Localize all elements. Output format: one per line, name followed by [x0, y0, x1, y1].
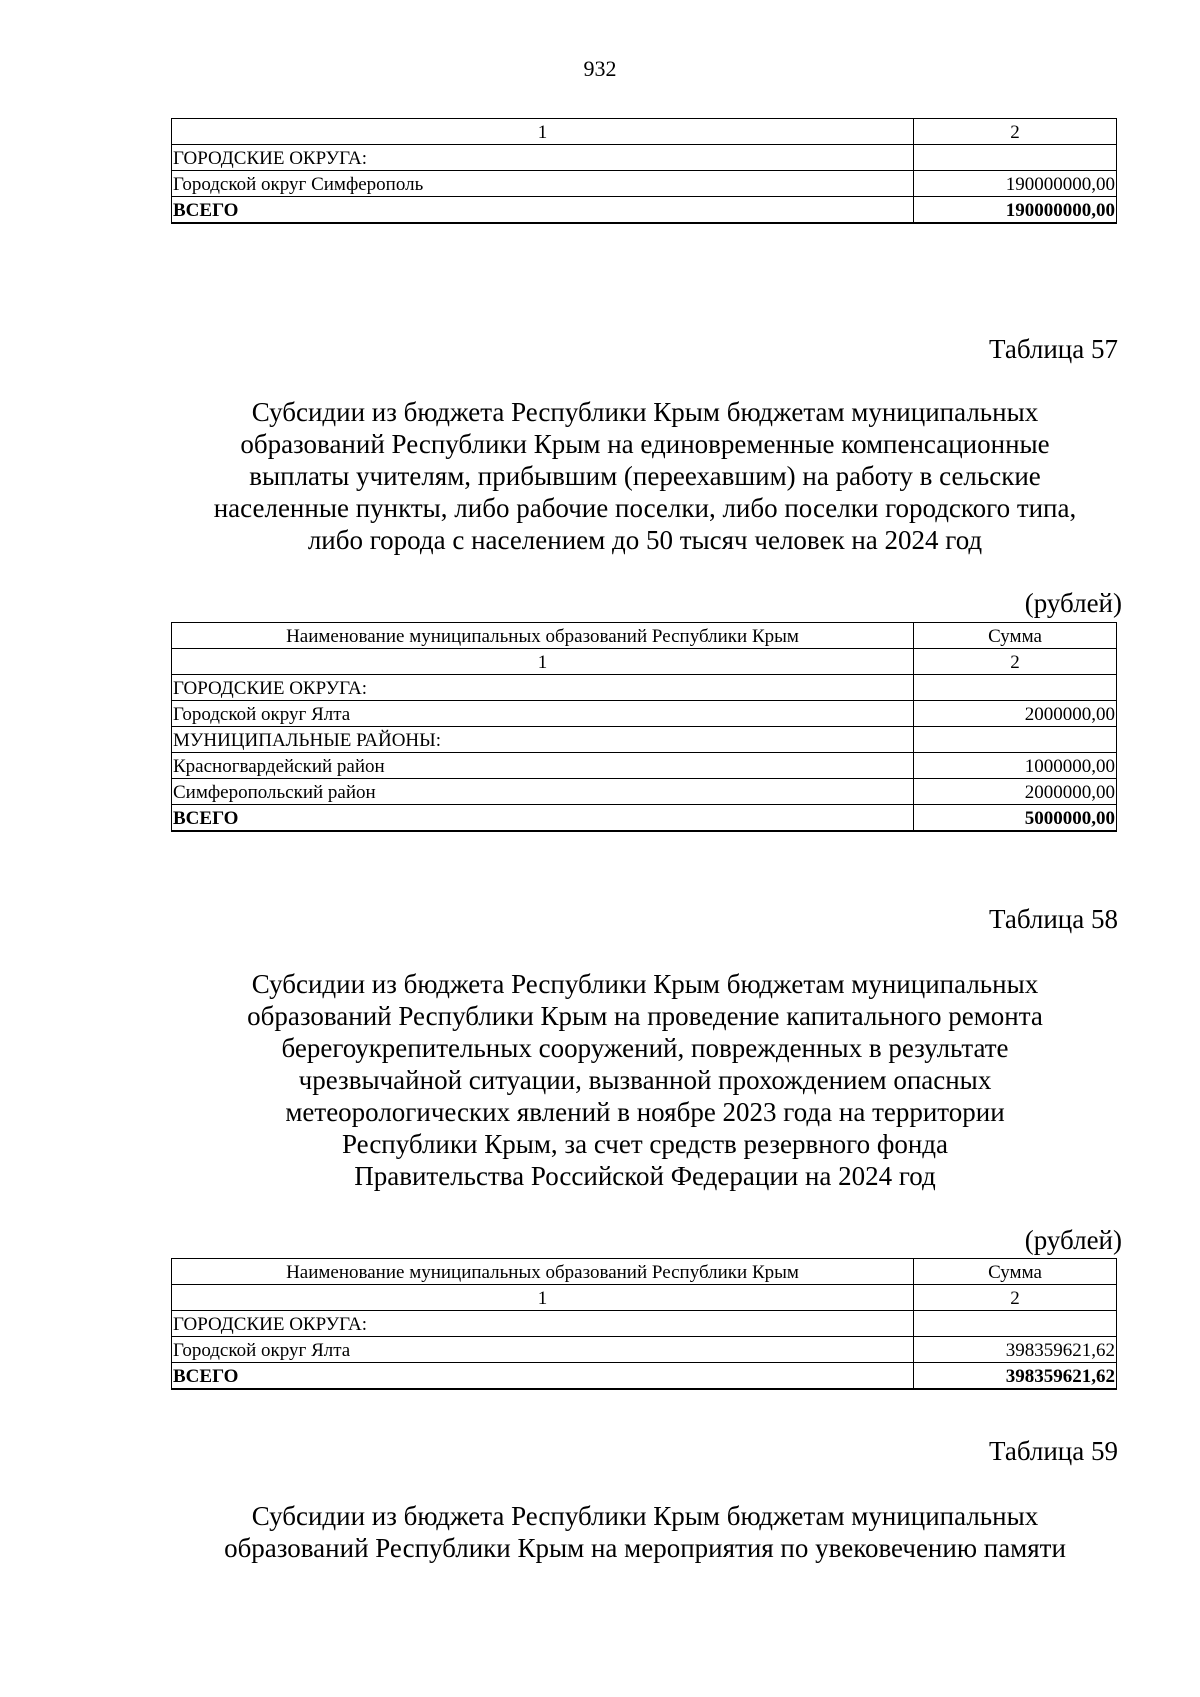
municipality-name: ГОРОДСКИЕ ОКРУГА:: [172, 1311, 914, 1337]
municipality-name: Городской округ Симферополь: [172, 171, 914, 197]
amount: 398359621,62: [914, 1337, 1117, 1363]
table-58-title: [150, 968, 1140, 1192]
table-row: [172, 701, 1117, 727]
amount: 2000000,00: [914, 779, 1117, 805]
table-59-title: [150, 1500, 1140, 1564]
title-line: образований Республики Крым на единовременные компенсационные: [240, 429, 1050, 459]
table-header-numbers: [172, 649, 1117, 675]
title-line: образований Республики Крым на проведение капитального ремонта: [247, 1001, 1043, 1031]
total-row: [172, 805, 1117, 832]
table-58-unit: (рублей): [1024, 1225, 1122, 1255]
amount: [914, 1311, 1117, 1337]
total-label: ВСЕГО: [172, 197, 914, 224]
table-57-label: Таблица 57: [989, 334, 1118, 364]
title-line: выплаты учителям, прибывшим (переехавшим) на работу в сельские: [249, 461, 1041, 491]
table-row: [172, 171, 1117, 197]
amount: 1000000,00: [914, 753, 1117, 779]
table-58-label: Таблица 58: [989, 904, 1118, 934]
column-number-1: 1: [172, 1285, 914, 1311]
municipality-name: МУНИЦИПАЛЬНЫЕ РАЙОНЫ:: [172, 727, 914, 753]
title-line: Республики Крым, за счет средств резервного фонда: [342, 1129, 948, 1159]
title-line: берегоукрепительных сооружений, поврежденных в результате: [281, 1033, 1009, 1063]
title-line: населенные пункты, либо рабочие поселки, либо поселки городского типа,: [213, 493, 1077, 523]
column-number-2: 2: [914, 119, 1117, 145]
table-row: [172, 779, 1117, 805]
title-line: Субсидии из бюджета Республики Крым бюджетам муниципальных: [251, 969, 1039, 999]
column-header-sum: Сумма: [914, 1259, 1117, 1285]
column-number-2: 2: [914, 649, 1117, 675]
amount: [914, 727, 1117, 753]
column-number-2: 2: [914, 1285, 1117, 1311]
table-row: [172, 1337, 1117, 1363]
title-line: чрезвычайной ситуации, вызванной прохождением опасных: [298, 1065, 992, 1095]
table-column-headers: [172, 1259, 1117, 1285]
table-row: [172, 675, 1117, 701]
table-row: [172, 753, 1117, 779]
table-59-label: Таблица 59: [989, 1436, 1118, 1466]
table-57-unit: (рублей): [1024, 588, 1122, 618]
title-line: Субсидии из бюджета Республики Крым бюджетам муниципальных: [251, 1501, 1039, 1531]
title-line: Субсидии из бюджета Республики Крым бюджетам муниципальных: [251, 397, 1039, 427]
table-header-numbers: [172, 119, 1117, 145]
total-label: ВСЕГО: [172, 1363, 914, 1390]
table-column-headers: [172, 623, 1117, 649]
amount: 190000000,00: [914, 171, 1117, 197]
table-header-numbers: [172, 1285, 1117, 1311]
column-number-1: 1: [172, 649, 914, 675]
municipality-name: Городской округ Ялта: [172, 701, 914, 727]
amount: [914, 145, 1117, 171]
title-line: образований Республики Крым на мероприятия по увековечению памяти: [224, 1533, 1066, 1563]
amount: [914, 675, 1117, 701]
total-amount: 5000000,00: [914, 805, 1117, 832]
table-row: [172, 727, 1117, 753]
total-row: [172, 197, 1117, 224]
column-header-name: Наименование муниципальных образований Республики Крым: [172, 1259, 914, 1285]
municipality-name: Городской округ Ялта: [172, 1337, 914, 1363]
municipality-name: ГОРОДСКИЕ ОКРУГА:: [172, 145, 914, 171]
column-header-name: Наименование муниципальных образований Республики Крым: [172, 623, 914, 649]
table-58: [171, 1258, 1117, 1390]
title-line: метеорологических явлений в ноябре 2023 года на территории: [285, 1097, 1005, 1127]
total-row: [172, 1363, 1117, 1390]
municipality-name: ГОРОДСКИЕ ОКРУГА:: [172, 675, 914, 701]
total-label: ВСЕГО: [172, 805, 914, 832]
title-line: либо города с населением до 50 тысяч человек на 2024 год: [307, 525, 983, 555]
table-row: [172, 145, 1117, 171]
title-line: Правительства Российской Федерации на 2024 год: [354, 1161, 936, 1191]
table-57-title: [150, 396, 1140, 556]
municipality-name: Симферопольский район: [172, 779, 914, 805]
municipality-name: Красногвардейский район: [172, 753, 914, 779]
table-previous-continuation: [171, 118, 1117, 224]
table-57: [171, 622, 1117, 832]
total-amount: 190000000,00: [914, 197, 1117, 224]
table-row: [172, 1311, 1117, 1337]
column-header-sum: Сумма: [914, 623, 1117, 649]
total-amount: 398359621,62: [914, 1363, 1117, 1390]
page-number: 932: [583, 56, 617, 81]
amount: 2000000,00: [914, 701, 1117, 727]
column-number-1: 1: [172, 119, 914, 145]
